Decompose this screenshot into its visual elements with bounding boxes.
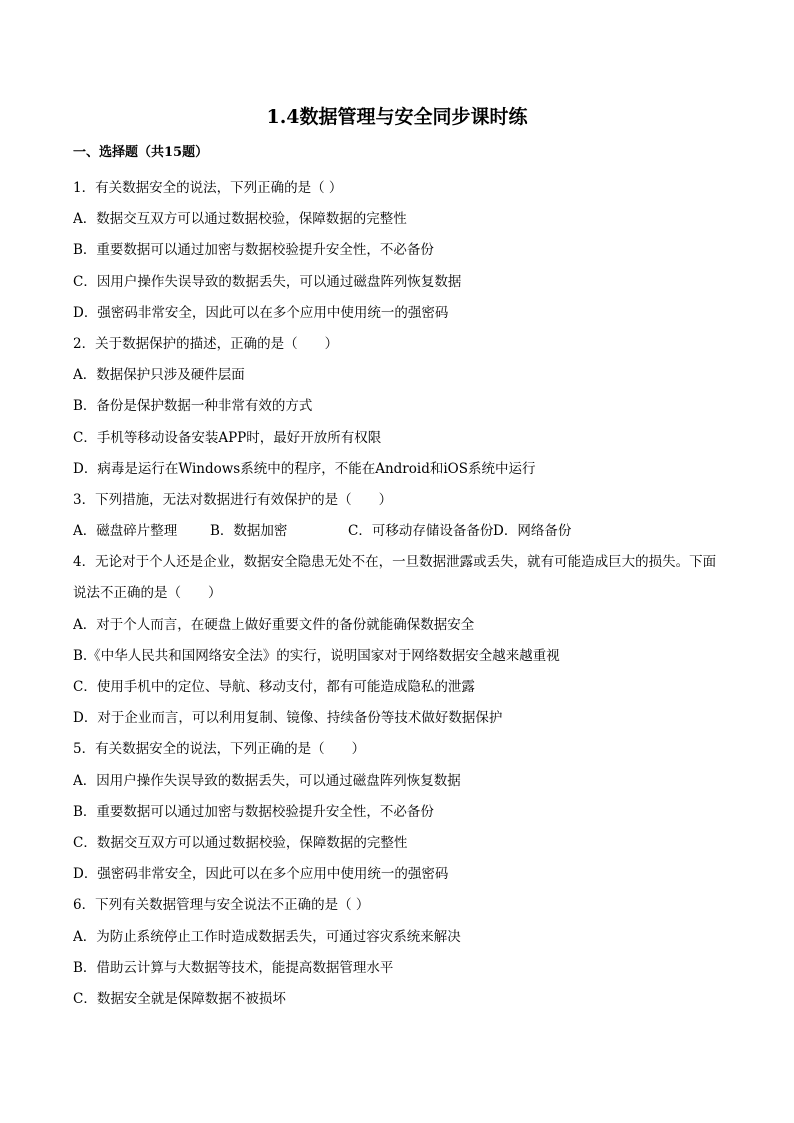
question-5-option-a: A．因用户操作失误导致的数据丢失，可以通过磁盘阵列恢复数据	[73, 772, 461, 789]
question-5-option-b: B．重要数据可以通过加密与数据校验提升安全性，不必备份	[73, 803, 434, 820]
question-2-option-c: C．手机等移动设备安装APP时，最好开放所有权限	[73, 429, 382, 446]
question-1-option-a: A．数据交互双方可以通过数据校验，保障数据的完整性	[73, 211, 407, 228]
question-3-option-c: C．可移动存储设备备份	[348, 523, 494, 540]
question-5-stem: 5．有关数据安全的说法，下列正确的是（ ）	[73, 741, 366, 758]
question-4-option-d: D．对于企业而言，可以利用复制、镜像、持续备份等技术做好数据保护	[73, 710, 503, 727]
question-5-option-c: C．数据交互双方可以通过数据校验，保障数据的完整性	[73, 834, 408, 851]
document-body	[73, 142, 733, 1015]
question-1-option-d: D．强密码非常安全，因此可以在多个应用中使用统一的强密码	[73, 304, 449, 321]
question-5-option-d: D．强密码非常安全，因此可以在多个应用中使用统一的强密码	[73, 866, 449, 883]
question-3-option-d: D．网络备份	[493, 523, 572, 540]
question-3-stem: 3．下列措施，无法对数据进行有效保护的是（ ）	[73, 491, 393, 508]
question-6-option-c: C．数据安全就是保障数据不被损坏	[73, 990, 286, 1007]
question-1-option-c: C．因用户操作失误导致的数据丢失，可以通过磁盘阵列恢复数据	[73, 273, 462, 290]
question-2-option-a: A．数据保护只涉及硬件层面	[73, 367, 245, 384]
question-2-stem: 2．关于数据保护的描述，正确的是（ ）	[73, 335, 339, 352]
question-4-option-c: C．使用手机中的定位、导航、移动支付，都有可能造成隐私的泄露	[73, 679, 475, 696]
question-6-stem: 6．下列有关数据管理与安全说法不正确的是（ ）	[73, 897, 370, 914]
question-4-stem: 4．无论对于个人还是企业，数据安全隐患无处不在，一旦数据泄露或丢失，就有可能造成巨大的损失。下面说法不正确的是（ ）	[73, 554, 717, 602]
question-6-option-b: B．借助云计算与大数据等技术，能提高数据管理水平	[73, 959, 394, 976]
question-3-option-b: B．数据加密	[210, 523, 288, 540]
question-4-option-b: B.《中华人民共和国网络安全法》的实行，说明国家对于网络数据安全越来越重视	[73, 647, 560, 664]
question-1-stem: 1．有关数据安全的说法，下列正确的是（ ）	[73, 180, 343, 196]
question-1-option-b: B．重要数据可以通过加密与数据校验提升安全性，不必备份	[73, 242, 434, 259]
question-3-option-a: A．磁盘碎片整理	[73, 523, 178, 540]
question-2-option-d: D．病毒是运行在Windows系统中的程序，不能在Android和iOS系统中运行	[73, 460, 536, 477]
document-title: 1.4数据管理与安全同步课时练	[266, 106, 528, 128]
section-header: 一、选择题（共15题）	[73, 145, 209, 160]
question-2-option-b: B．备份是保护数据一种非常有效的方式	[73, 398, 313, 415]
question-4-option-a: A．对于个人而言，在硬盘上做好重要文件的备份就能确保数据安全	[73, 616, 475, 633]
question-3-options	[73, 516, 733, 547]
question-6-option-a: A．为防止系统停止工作时造成数据丢失，可通过容灾系统来解决	[73, 928, 461, 945]
